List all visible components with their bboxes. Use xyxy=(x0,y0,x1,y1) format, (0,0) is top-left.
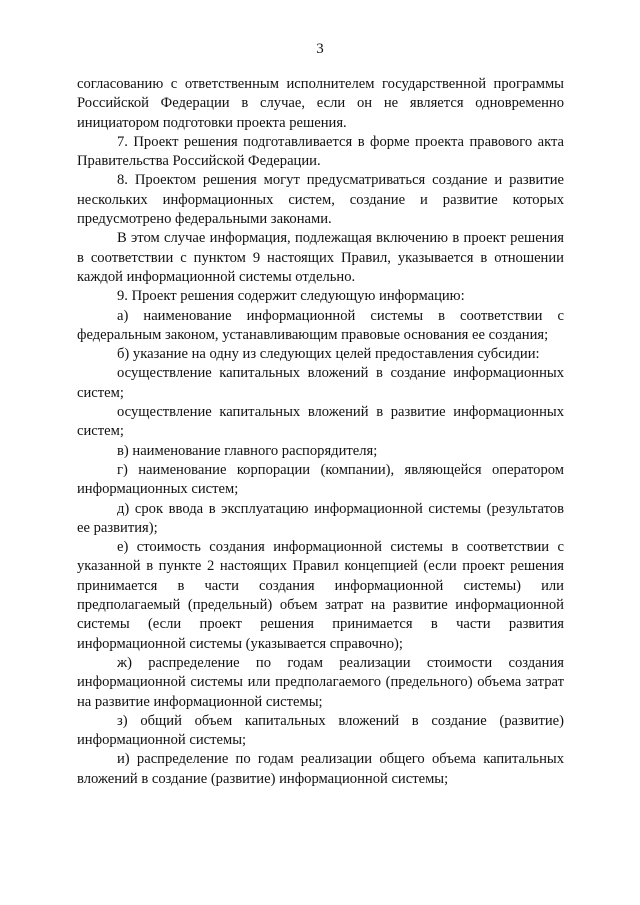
document-body xyxy=(77,75,564,789)
subitem-i: и) распределение по годам реализации общего объема капитальных вложений в создание (развитие) информационной системы; xyxy=(77,751,564,787)
subitem-b-option-1: осуществление капитальных вложений в создание информационных систем; xyxy=(77,365,564,401)
subitem-z: з) общий объем капитальных вложений в создание (развитие) информационной системы; xyxy=(77,712,564,749)
subitem-e: е) стоимость создания информационной системы в соответствии с указанной в пункте 2 настоящих Правил концепцией (если проект решения принимается в части создания информационной системы) или предполагаемый (предельный) объем затрат на развитие информационной системы (если проект решения принимается в части развития информационной системы (указывается справочно); xyxy=(77,539,564,652)
subitem-v: в) наименование главного распорядителя; xyxy=(117,442,378,459)
paragraph-item-8: 8. Проектом решения могут предусматриваться создание и развитие нескольких информационных систем, создание и развитие которых предусмотрено федеральными законами. xyxy=(77,172,564,228)
subitem-d: д) срок ввода в эксплуатацию информационной системы (результатов ее развития); xyxy=(77,500,564,536)
subitem-g: г) наименование корпорации (компании), являющейся оператором информационных систем; xyxy=(77,461,564,498)
subitem-a: а) наименование информационной системы в соответствии с федеральным законом, устанавливающим правовые основания ее создания; xyxy=(77,307,564,343)
subitem-b-option-2: осуществление капитальных вложений в развитие информационных систем; xyxy=(77,404,564,440)
paragraph-continuation: согласованию с ответственным исполнителем государственной программы Российской Федерации в случае, если он не является одновременно инициатором подготовки проекта решения. xyxy=(77,76,564,131)
subitem-b: б) указание на одну из следующих целей предоставления субсидии: xyxy=(117,346,540,363)
paragraph-item-7: 7. Проект решения подготавливается в форме проекта правового акта Правительства Российской Федерации. xyxy=(77,133,564,170)
paragraph-item-8-note: В этом случае информация, подлежащая включению в проект решения в соответствии с пунктом 9 настоящих Правил, указывается в отношении каждой информационной системы отдельно. xyxy=(77,230,564,285)
paragraph-item-9: 9. Проект решения содержит следующую информацию: xyxy=(117,288,465,305)
page-number: 3 xyxy=(316,41,324,57)
subitem-zh: ж) распределение по годам реализации стоимости создания информационной системы или предполагаемого (предельного) объема затрат на развитие информационной системы; xyxy=(77,654,564,710)
